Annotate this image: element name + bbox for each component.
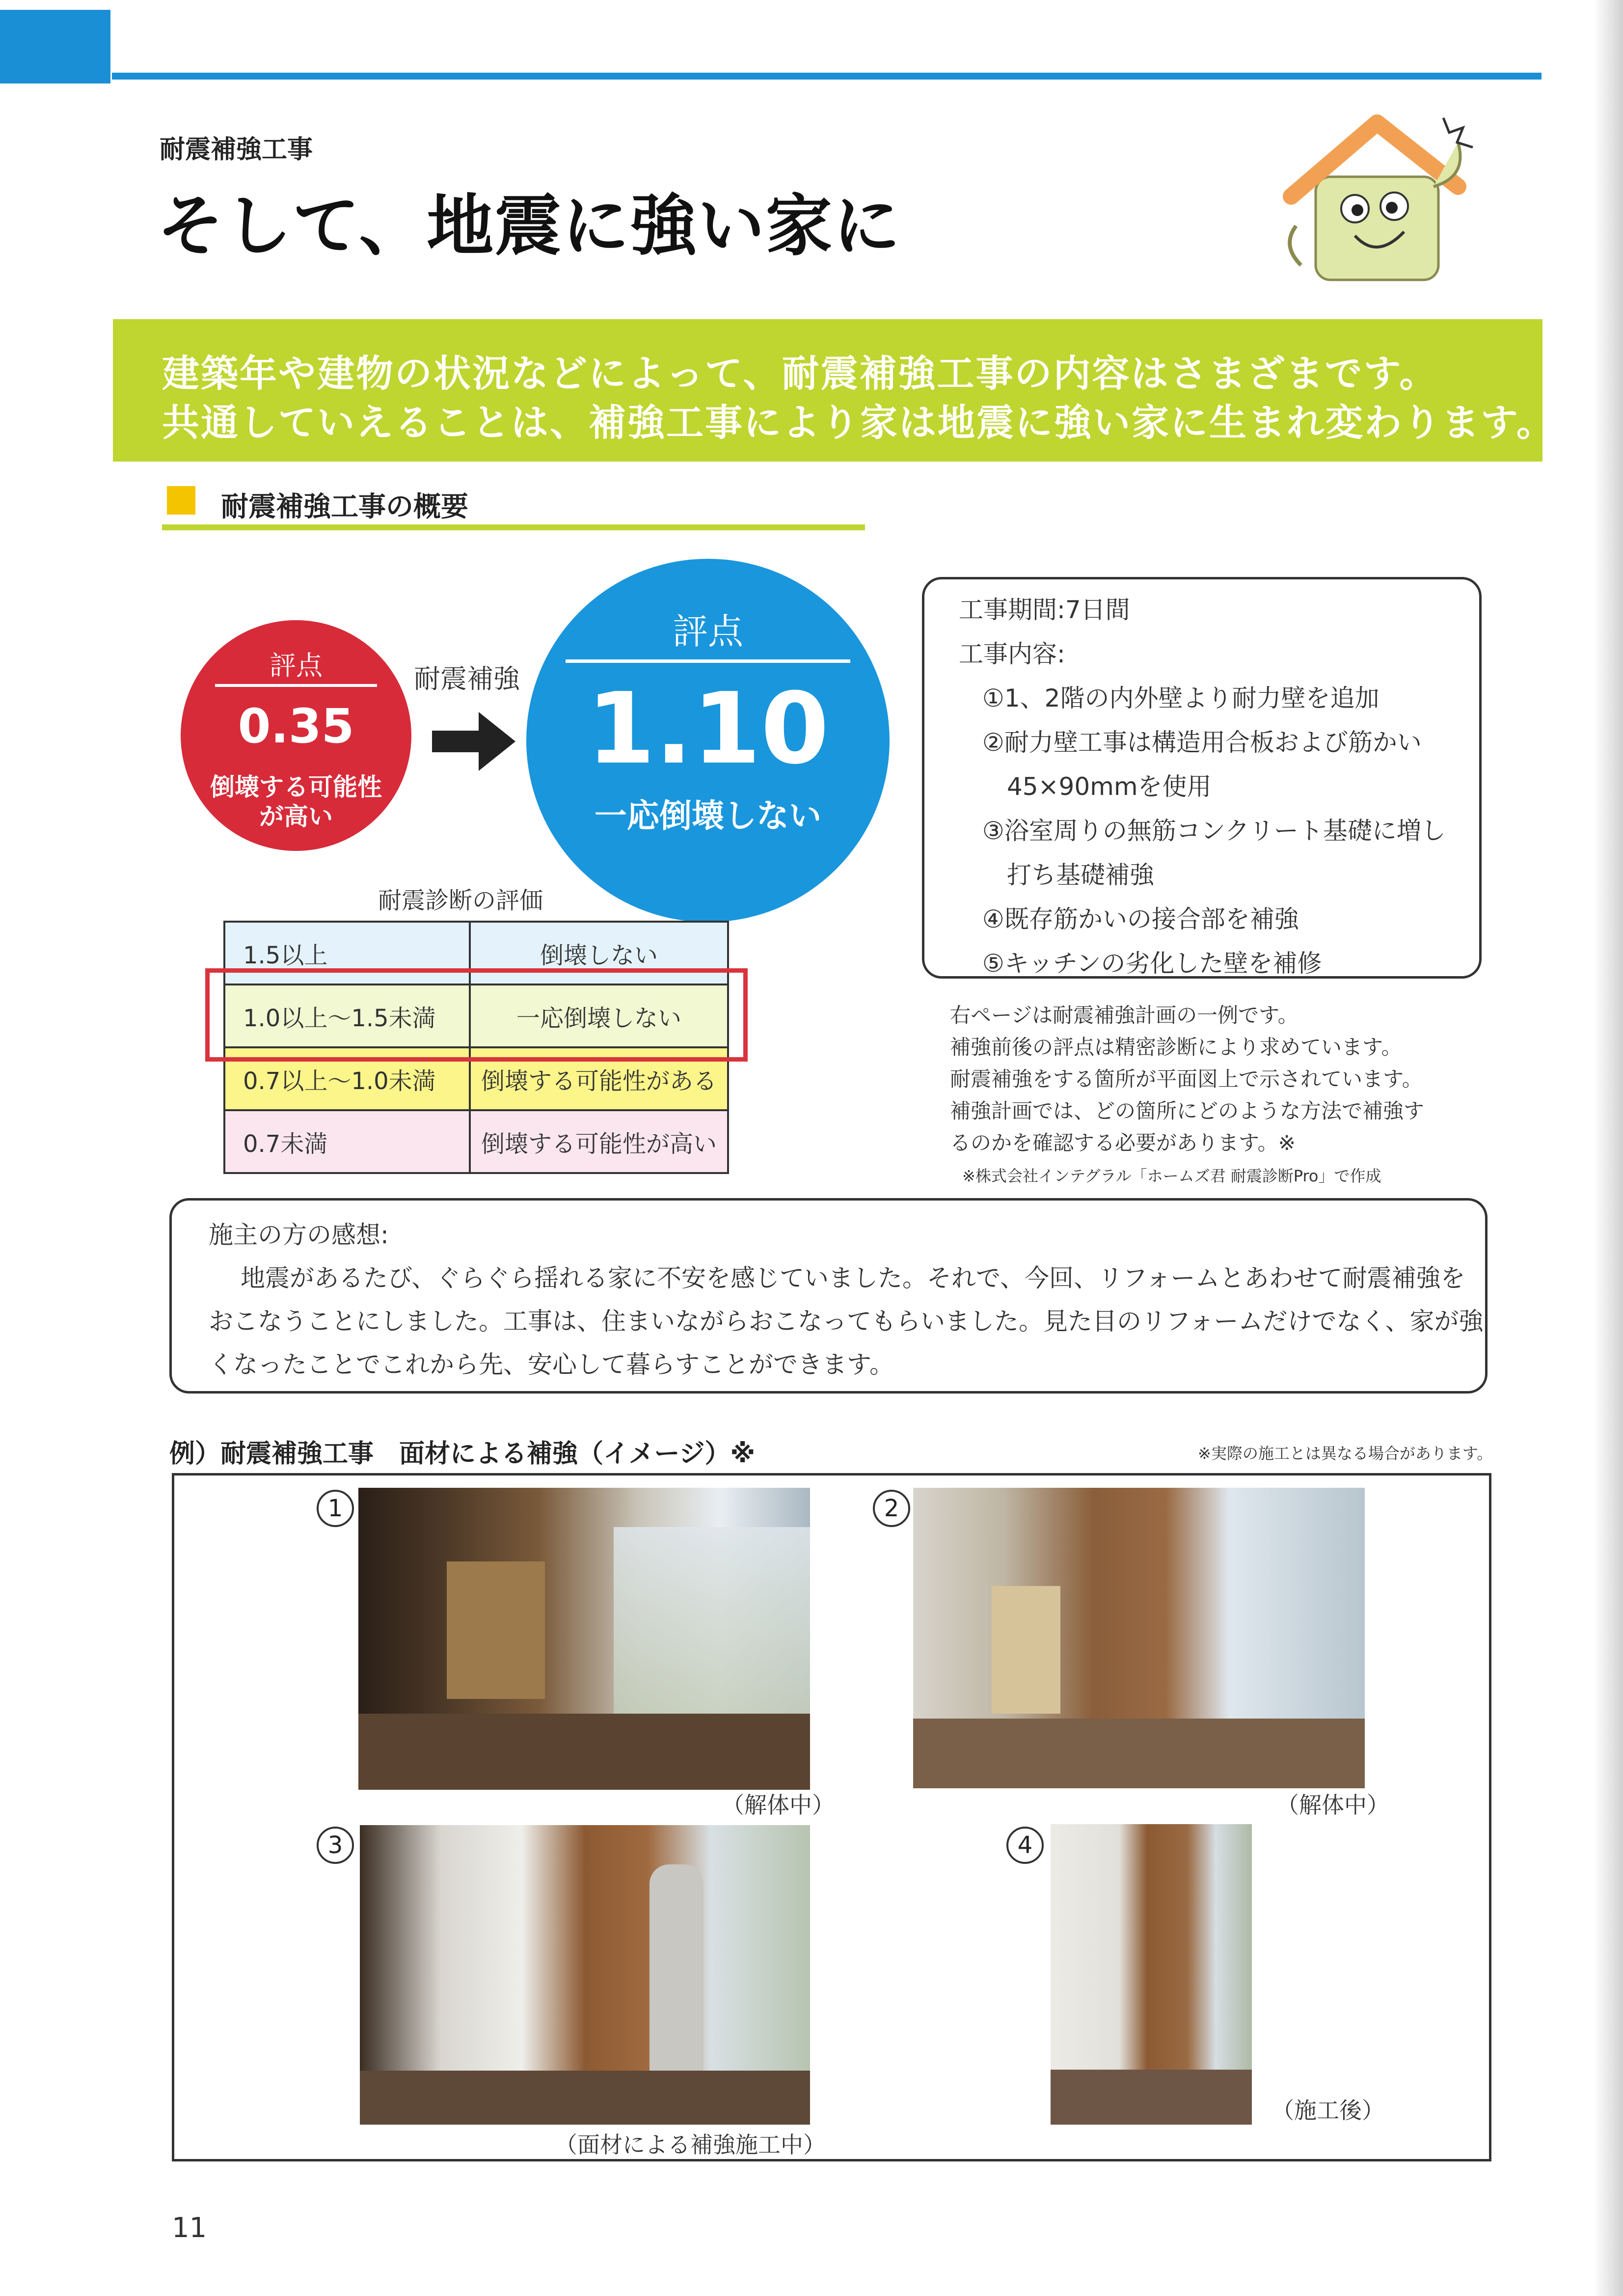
right-arrow-icon [432,712,515,771]
page-number: 11 [172,2212,207,2244]
comment-line: くなったことでこれから先、安心して暮らすことができます。 [209,1350,894,1379]
comment-line: おこなうことにしました。工事は、住まいながらおこなってもらいました。見た目のリフォームだけでなく、家が強 [209,1307,1484,1336]
example-note: ※実際の施工とは異なる場合があります。 [1198,1444,1493,1463]
page-subtitle: 耐震補強工事 [160,135,313,164]
result-cell: 倒壊しない [470,922,728,984]
photo-number-4: 4 [1006,1827,1044,1864]
house-mascot-icon [1262,103,1483,290]
construction-item: ⑤キッチンの劣化した壁を補修 [982,949,1322,978]
construction-info-box [922,577,1482,979]
owner-comment-box [169,1198,1488,1394]
plan-note-line: るのかを確認する必要があります。※ [950,1131,1296,1155]
construction-item: ③浴室周りの無筋コンクリート基礎に増し [982,817,1446,845]
section-title: 耐震補強工事の概要 [221,491,468,523]
photo-2 [913,1488,1365,1788]
plan-note-line: 右ページは耐震補強計画の一例です。 [950,1003,1298,1027]
table-row [224,1110,728,1173]
construction-item: ②耐力壁工事は構造用合板および筋かい [982,728,1422,757]
plan-note-line: 補強計画では、どの箇所にどのような方法で補強す [950,1099,1425,1123]
result-cell: 倒壊する可能性が高い [470,1110,728,1173]
plan-note-line: 補強前後の評点は精密診断により求めています。 [950,1035,1402,1059]
intro-banner [113,319,1555,462]
current-rating-highlight [205,968,748,1062]
range-cell: 1.0以上～1.5未満 [224,984,470,1047]
example-title: 例）耐震補強工事 面材による補強（イメージ）※ [169,1439,755,1469]
construction-item: 45×90mmを使用 [1007,772,1212,801]
before-score-desc-2: が高い [259,802,333,831]
evaluation-caption: 耐震診断の評価 [378,887,543,914]
after-score-label: 評点 [672,611,743,652]
range-cell: 0.7未満 [224,1110,470,1173]
photo-number-1: 1 [317,1490,354,1527]
comment-title: 施主の方の感想: [209,1221,389,1249]
photo-3 [360,1825,810,2125]
construction-item: ①1、2階の内外壁より耐力壁を追加 [982,684,1380,712]
section-underline [162,524,865,530]
reinforcement-arrow-label: 耐震補強 [414,663,520,694]
after-score-circle [526,559,890,922]
result-cell: 倒壊する可能性がある [470,1047,728,1110]
header-color-block [0,10,110,83]
result-cell: 一応倒壊しない [470,984,728,1047]
photo-2-caption: （解体中） [1276,1792,1389,1818]
range-cell: 0.7以上～1.0未満 [224,1047,470,1110]
plan-footnote: ※株式会社インテグラル「ホームズ君 耐震診断Pro」で作成 [962,1167,1381,1185]
before-score-desc-1: 倒壊する可能性 [210,773,382,801]
banner-line-2: 共通していえることは、補強工事により家は地震に強い家に生まれ変わります。 [162,401,1555,444]
photo-number-3: 3 [317,1827,354,1864]
photo-1-caption: （解体中） [722,1792,835,1818]
photo-4-caption: （施工後） [1271,2097,1384,2124]
section-marker-icon [167,486,195,515]
header-rule [112,73,1542,80]
page-edge-shadow [1594,0,1623,2296]
banner-line-1: 建築年や建物の状況などによって、耐震補強工事の内容はさまざまです。 [162,352,1438,395]
before-score-circle [181,620,411,851]
construction-period: 工事期間:7日間 [959,596,1130,624]
after-score-value: 1.10 [587,672,829,786]
before-score-value: 0.35 [238,699,354,754]
after-score-divider [566,659,850,663]
comment-line: 地震があるたび、ぐらぐら揺れる家に不安を感じていました。それで、今回、リフォームとあわせて耐震補強を [241,1264,1465,1292]
photo-4 [1051,1824,1252,2125]
construction-content-label: 工事内容: [959,640,1065,668]
page-title: そして、地震に強い家に [157,188,901,265]
photo-1 [358,1488,810,1790]
range-cell: 1.5以上 [224,922,470,984]
construction-item: 打ち基礎補強 [1007,861,1154,889]
photo-3-caption: （面材による補強施工中） [555,2132,826,2158]
before-score-label: 評点 [270,650,323,681]
photo-number-2: 2 [873,1490,910,1527]
plan-note-line: 耐震補強をする箇所が平面図上で示されています。 [950,1067,1423,1091]
after-score-desc: 一応倒壊しない [595,797,821,835]
construction-item: ④既存筋かいの接合部を補強 [982,905,1299,933]
before-score-divider [215,684,377,687]
